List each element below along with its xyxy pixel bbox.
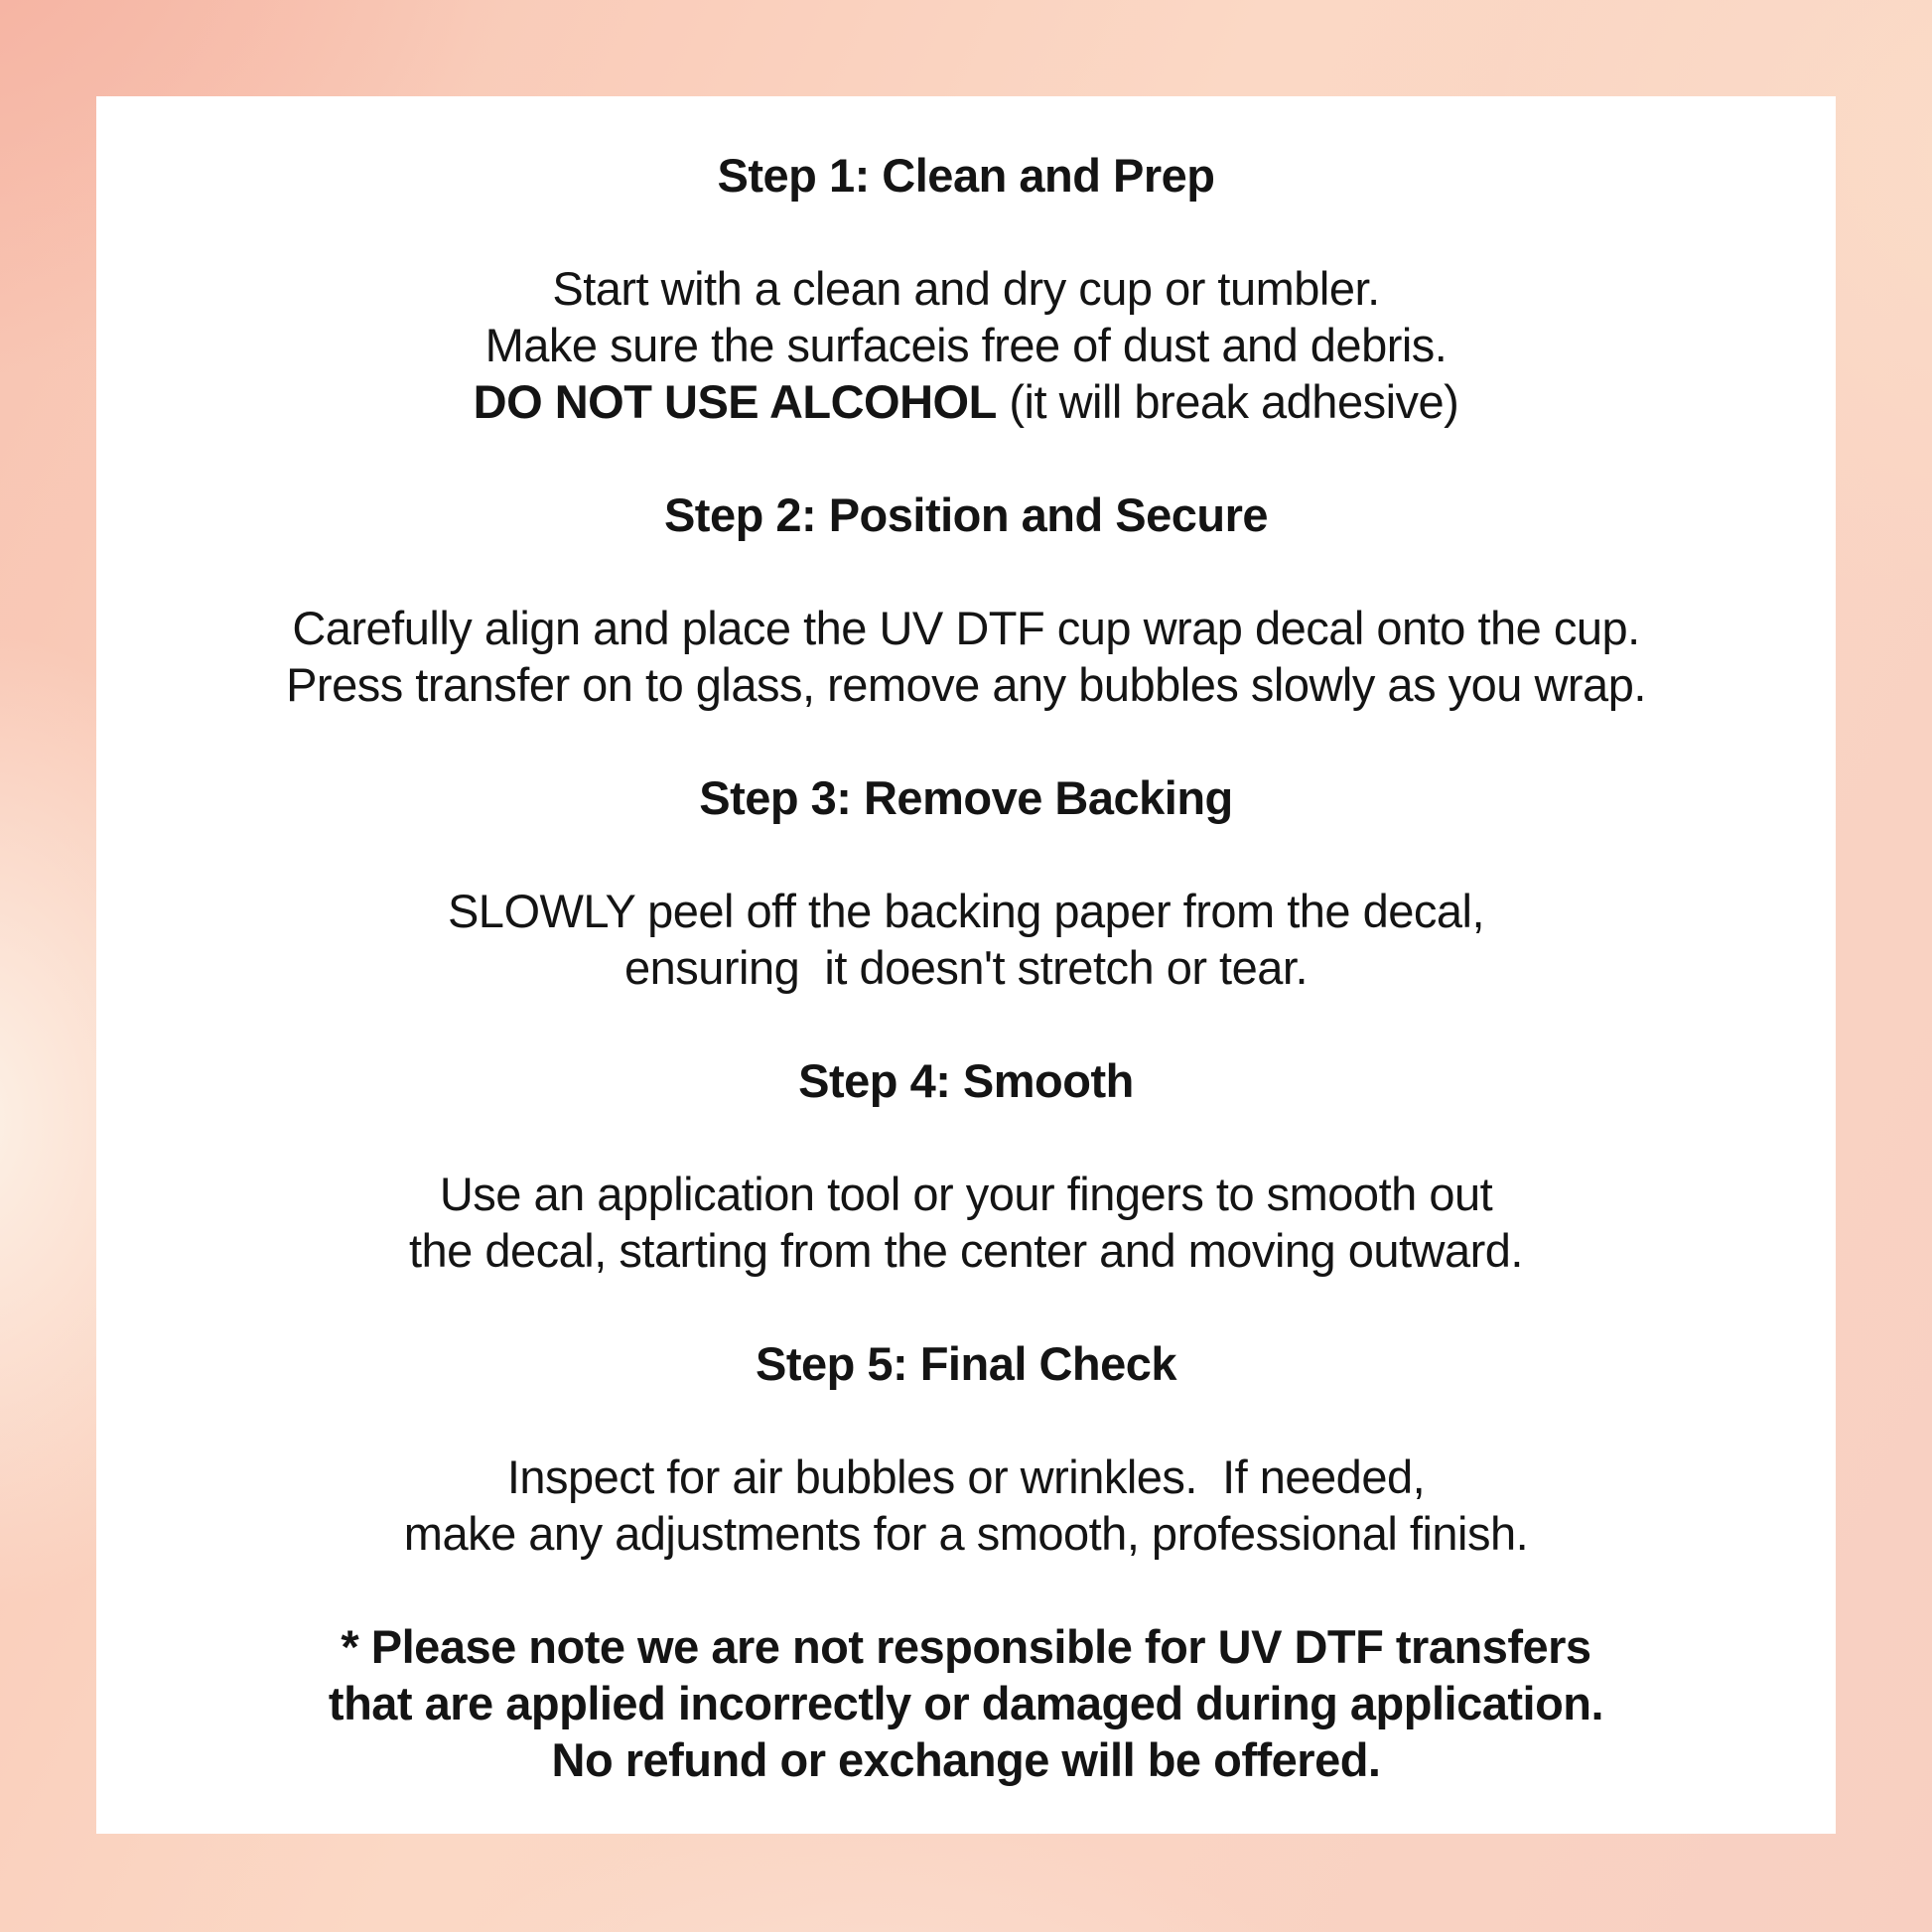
instructions-card bbox=[96, 96, 1836, 1834]
step-3-heading: Step 3: Remove Backing bbox=[699, 771, 1233, 824]
step-2-line-2: Press transfer on to glass, remove any bubbles slowly as you wrap. bbox=[286, 658, 1646, 711]
step-4-body bbox=[96, 1166, 1836, 1279]
step-5-heading-block bbox=[96, 1335, 1836, 1392]
step-1-line-3-bold: DO NOT USE ALCOHOL bbox=[473, 375, 997, 428]
disclaimer-line-1: * Please note we are not responsible for UV DTF transfers bbox=[341, 1620, 1591, 1673]
step-3-body bbox=[96, 883, 1836, 996]
step-3-line-1: SLOWLY peel off the backing paper from the decal, bbox=[447, 885, 1485, 937]
step-4-heading: Step 4: Smooth bbox=[798, 1054, 1134, 1107]
step-2-heading-block bbox=[96, 486, 1836, 543]
step-1-line-3 bbox=[96, 373, 1836, 430]
step-1-heading-block bbox=[96, 147, 1836, 204]
step-3-heading-block bbox=[96, 769, 1836, 826]
step-5-line-2: make any adjustments for a smooth, professional finish. bbox=[403, 1507, 1529, 1560]
step-4-heading-block bbox=[96, 1052, 1836, 1109]
step-5-line-1: Inspect for air bubbles or wrinkles. If needed, bbox=[506, 1450, 1426, 1503]
step-5-body bbox=[96, 1449, 1836, 1562]
step-3-line-2: ensuring it doesn't stretch or tear. bbox=[623, 941, 1308, 994]
step-2-line-1: Carefully align and place the UV DTF cup wrap decal onto the cup. bbox=[292, 602, 1640, 654]
step-1-body bbox=[96, 260, 1836, 430]
step-1-line-3-rest: (it will break adhesive) bbox=[996, 375, 1459, 428]
step-2-body bbox=[96, 600, 1836, 713]
step-1-line-2: Make sure the surfaceis free of dust and debris. bbox=[484, 319, 1448, 371]
step-1-heading: Step 1: Clean and Prep bbox=[717, 149, 1215, 202]
step-2-heading: Step 2: Position and Secure bbox=[663, 488, 1269, 541]
disclaimer-line-2: that are applied incorrectly or damaged during application. bbox=[328, 1677, 1604, 1729]
step-1-line-1: Start with a clean and dry cup or tumbler. bbox=[552, 262, 1380, 315]
step-5-heading: Step 5: Final Check bbox=[755, 1337, 1177, 1390]
step-4-line-2: the decal, starting from the center and moving outward. bbox=[408, 1224, 1523, 1277]
disclaimer bbox=[96, 1618, 1836, 1788]
step-4-line-1: Use an application tool or your fingers to smooth out bbox=[439, 1168, 1493, 1220]
disclaimer-line-3: No refund or exchange will be offered. bbox=[551, 1733, 1381, 1786]
